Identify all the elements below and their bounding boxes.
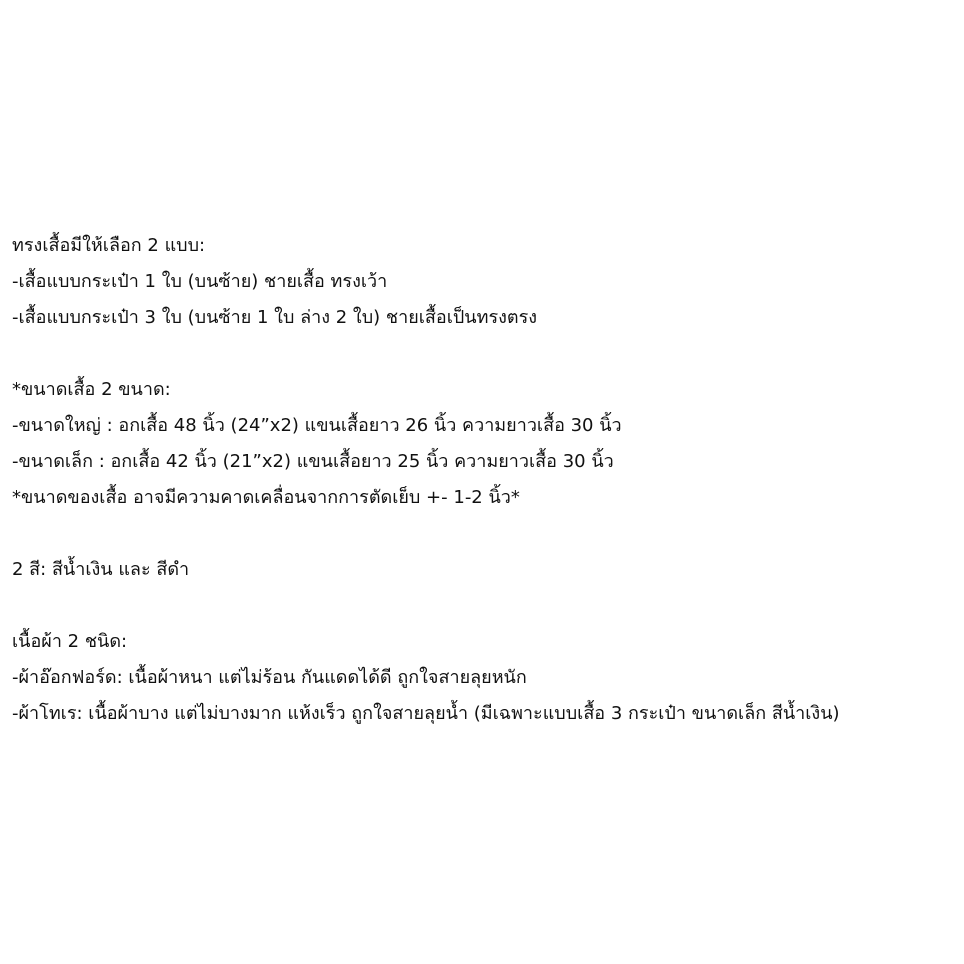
size-item-small: -ขนาดเล็ก : อกเสื้อ 42 นิ้ว (21”x2) แขนเสื้อยาว 25 นิ้ว ความยาวเสื้อ 30 นิ้ว — [12, 451, 614, 472]
product-description — [12, 228, 952, 732]
size-note: *ขนาดของเสื้อ อาจมีความคาดเคลื่อนจากการตัดเย็บ +- 1-2 นิ้ว* — [12, 487, 520, 508]
size-item-large: -ขนาดใหญ่ : อกเสื้อ 48 นิ้ว (24”x2) แขนเสื้อยาว 26 นิ้ว ความยาวเสื้อ 30 นิ้ว — [12, 415, 622, 436]
sizes-heading: *ขนาดเสื้อ 2 ขนาด: — [12, 379, 171, 400]
style-item-3-pocket: -เสื้อแบบกระเป๋า 3 ใบ (บนซ้าย 1 ใบ ล่าง 2 ใบ) ชายเสื้อเป็นทรงตรง — [12, 307, 538, 328]
style-item-1-pocket: -เสื้อแบบกระเป๋า 1 ใบ (บนซ้าย) ชายเสื้อ ทรงเว้า — [12, 271, 388, 292]
spacer — [12, 336, 952, 372]
fabric-heading: เนื้อผ้า 2 ชนิด: — [12, 631, 128, 652]
fabric-item-oxford: -ผ้าอ๊อกฟอร์ด: เนื้อผ้าหนา แต่ไม่ร้อน กันแดดได้ดี ถูกใจสายลุยหนัก — [12, 667, 527, 688]
styles-heading: ทรงเสื้อมีให้เลือก 2 แบบ: — [12, 235, 206, 256]
spacer — [12, 588, 952, 624]
fabric-item-tetoron: -ผ้าโทเร: เนื้อผ้าบาง แต่ไม่บางมาก แห้งเร็ว ถูกใจสายลุยน้ำ (มีเฉพาะแบบเสื้อ 3 กระเป๋า ขนาดเล็ก สีน้ำเงิน) — [12, 703, 840, 724]
spacer — [12, 516, 952, 552]
colors-line: 2 สี: สีน้ำเงิน และ สีดำ — [12, 559, 190, 580]
